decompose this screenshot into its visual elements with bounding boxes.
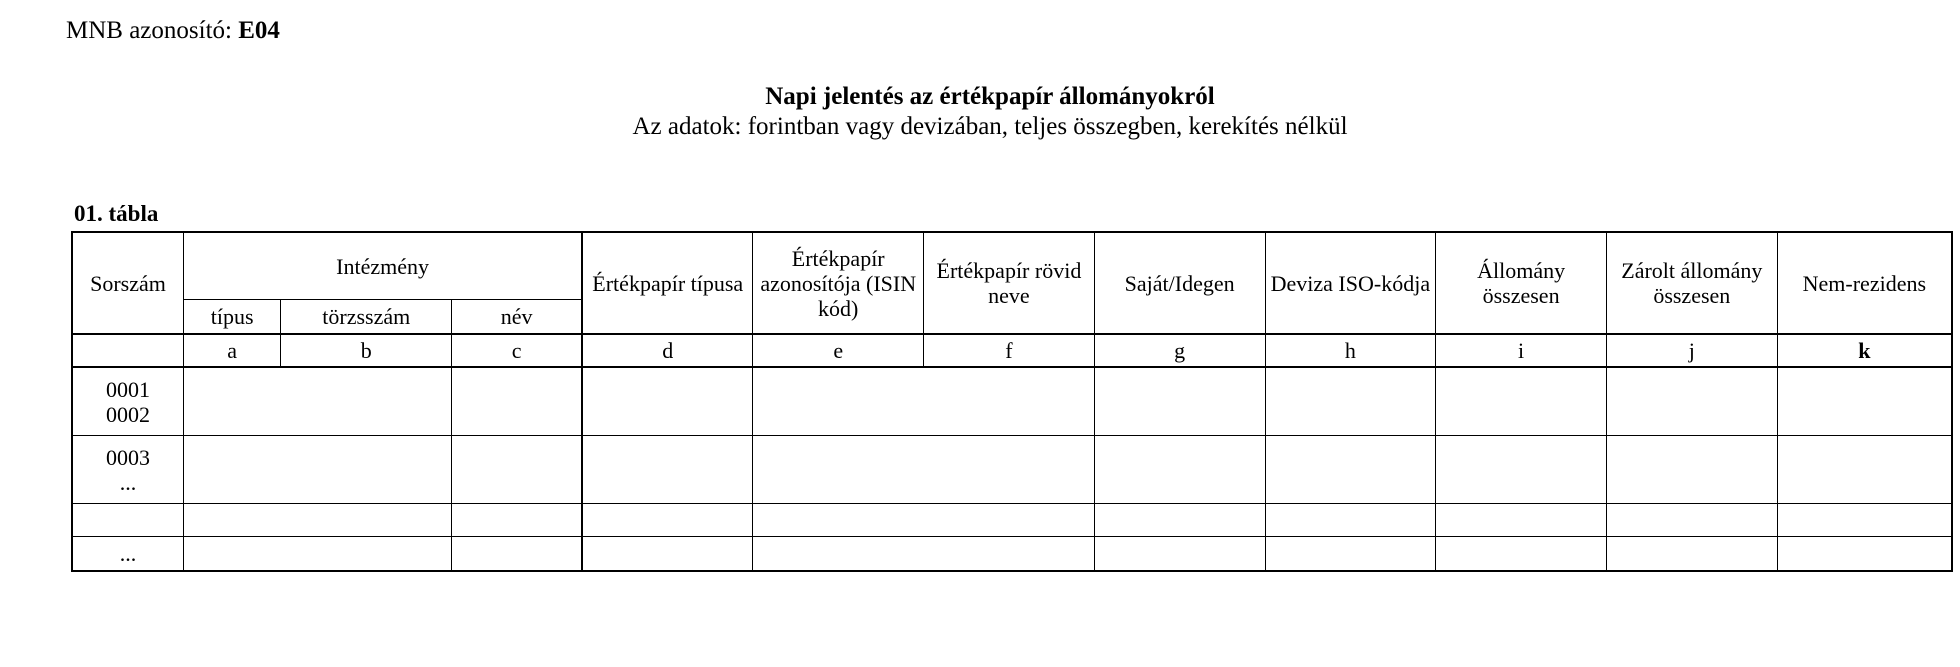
- header-intezmeny: Intézmény: [183, 232, 582, 300]
- header-allomany-osszesen: Állomány összesen: [1436, 232, 1607, 334]
- table-row: [72, 367, 1952, 436]
- cell-ef: [753, 436, 1094, 504]
- header-sajat-idegen: Saját/Idegen: [1094, 232, 1265, 334]
- cell-i: [1436, 504, 1607, 537]
- header-ertekpapir-rovid-neve: Értékpapír rövid neve: [924, 232, 1095, 334]
- table-row: [72, 537, 1952, 572]
- header-torzsszam: törzsszám: [281, 300, 452, 335]
- cell-g: [1094, 367, 1265, 436]
- row-number: 0002: [105, 401, 150, 427]
- cell-h: [1265, 537, 1436, 572]
- title-block: [0, 82, 1960, 142]
- row-number-cell: ...: [72, 537, 183, 572]
- column-letter-f: f: [924, 334, 1095, 367]
- cell-j: [1606, 436, 1777, 504]
- cell-i: [1436, 537, 1607, 572]
- cell-d: [582, 436, 753, 504]
- row-number-cell: [72, 504, 183, 537]
- mnb-code: E04: [238, 17, 280, 44]
- cell-d: [582, 367, 753, 436]
- cell-g: [1094, 537, 1265, 572]
- cell-k: [1777, 367, 1952, 436]
- cell-j: [1606, 367, 1777, 436]
- cell-i: [1436, 367, 1607, 436]
- cell-g: [1094, 504, 1265, 537]
- cell-i: [1436, 436, 1607, 504]
- cell-g: [1094, 436, 1265, 504]
- cell-j: [1606, 504, 1777, 537]
- cell-j: [1606, 537, 1777, 572]
- cell-nev: [452, 537, 583, 572]
- header-sorszam: Sorszám: [72, 232, 183, 334]
- row-number: 0001: [105, 376, 150, 402]
- row-number-cell: [72, 436, 183, 504]
- cell-ef: [753, 504, 1094, 537]
- cell-k: [1777, 436, 1952, 504]
- row-number: 0003: [105, 444, 150, 470]
- letter-empty: [72, 334, 183, 367]
- row-number-cell: [72, 367, 183, 436]
- cell-ef: [753, 367, 1094, 436]
- column-letter-g: g: [1094, 334, 1265, 367]
- cell-tipus-torzsszam: [183, 504, 451, 537]
- cell-d: [582, 504, 753, 537]
- cell-h: [1265, 367, 1436, 436]
- cell-tipus-torzsszam: [183, 537, 451, 572]
- table-row: [72, 504, 1952, 537]
- cell-d: [582, 537, 753, 572]
- column-letter-j: j: [1606, 334, 1777, 367]
- cell-ef: [753, 537, 1094, 572]
- cell-k: [1777, 537, 1952, 572]
- header-deviza-iso: Deviza ISO-kódja: [1265, 232, 1436, 334]
- header-nev: név: [452, 300, 583, 335]
- table-label: 01. tábla: [74, 201, 159, 226]
- row-number: ...: [119, 469, 137, 495]
- cell-h: [1265, 436, 1436, 504]
- column-letter-d: d: [582, 334, 753, 367]
- column-letter-k: k: [1777, 334, 1952, 367]
- column-letter-e: e: [753, 334, 924, 367]
- cell-nev: [452, 367, 583, 436]
- header-nem-rezidens: Nem-rezidens: [1777, 232, 1952, 334]
- mnb-identifier: [66, 16, 280, 46]
- table-row: [72, 436, 1952, 504]
- cell-tipus-torzsszam: [183, 367, 451, 436]
- mnb-label: MNB azonosító:: [66, 17, 232, 44]
- cell-tipus-torzsszam: [183, 436, 451, 504]
- document-subtitle: Az adatok: forintban vagy devizában, teljes összegben, kerekítés nélkül: [632, 113, 1348, 140]
- header-ertekpapir-tipusa: Értékpapír típusa: [582, 232, 753, 334]
- document-title: Napi jelentés az értékpapír állományokról: [765, 83, 1215, 110]
- cell-nev: [452, 504, 583, 537]
- report-table: [71, 231, 1953, 572]
- cell-h: [1265, 504, 1436, 537]
- column-letter-i: i: [1436, 334, 1607, 367]
- header-ertekpapir-azonositoja: Értékpapír azonosítója (ISIN kód): [753, 232, 924, 334]
- header-tipus: típus: [183, 300, 280, 335]
- column-letter-b: b: [281, 334, 452, 367]
- column-letter-c: c: [452, 334, 583, 367]
- header-zarolt-allomany: Zárolt állomány összesen: [1606, 232, 1777, 334]
- column-letter-h: h: [1265, 334, 1436, 367]
- cell-k: [1777, 504, 1952, 537]
- cell-nev: [452, 436, 583, 504]
- column-letter-a: a: [183, 334, 280, 367]
